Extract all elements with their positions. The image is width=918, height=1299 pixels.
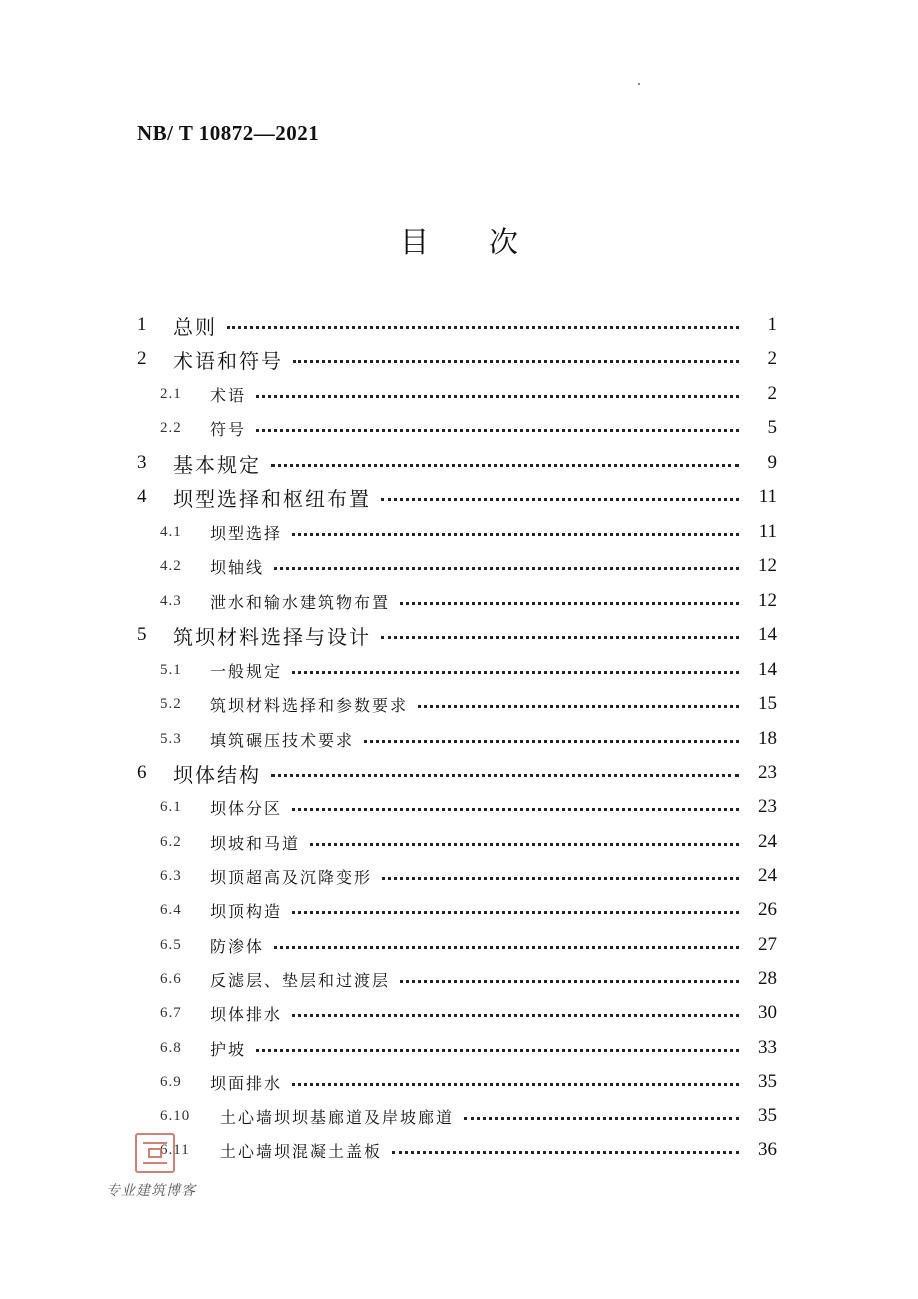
toc-entry-number: 6.1 [160,798,182,815]
toc-entry-title: 土心墙坝混凝土盖板 [220,1141,383,1161]
toc-dot-leader [292,671,739,674]
toc-entry-number: 6.11 [160,1141,190,1158]
toc-entry-number: 1 [137,314,147,335]
toc-entry-page: 11 [758,486,777,507]
toc-entry-number: 6.4 [160,901,182,918]
toc-entry[interactable] [160,930,777,960]
toc-entry[interactable] [137,310,777,340]
toc-entry-page: 14 [758,624,777,645]
toc-entry-number: 4.2 [160,557,182,574]
toc-entry-title: 符号 [210,419,247,439]
toc-entry-page: 2 [767,383,777,404]
toc-entry-title: 筑坝材料选择与设计 [173,624,371,649]
toc-entry[interactable] [160,413,777,443]
toc-entry[interactable] [160,1067,777,1097]
toc-dot-leader [382,877,739,880]
toc-entry-title: 总则 [173,314,217,339]
toc-entry-title: 土心墙坝坝基廊道及岸坡廊道 [220,1107,455,1127]
toc-entry-title: 防渗体 [210,936,265,956]
toc-entry-page: 23 [758,762,777,783]
toc-entry-number: 5.2 [160,695,182,712]
toc-entry-number: 4.1 [160,523,182,540]
toc-entry-title: 护坡 [210,1039,247,1059]
toc-entry-number: 2 [137,348,147,369]
toc-entry[interactable] [160,1033,777,1063]
toc-entry[interactable] [160,964,777,994]
toc-dot-leader [292,533,739,536]
toc-entry-title: 一般规定 [210,661,283,681]
toc-entry-title: 坝面排水 [210,1073,283,1093]
toc-entry-number: 5.3 [160,730,182,747]
toc-entry-number: 6.8 [160,1039,182,1056]
toc-entry-number: 6.10 [160,1107,191,1124]
toc-entry-title: 填筑碾压技术要求 [210,730,355,750]
toc-entry-page: 27 [758,934,777,955]
standard-code: NB/ T 10872—2021 [137,121,320,145]
toc-entry[interactable] [160,1101,777,1131]
toc-entry[interactable] [160,827,777,857]
title-char-2: 次 [489,225,519,259]
title-char-1: 目 [399,225,429,259]
toc-entry-page: 15 [758,693,777,714]
toc-dot-leader [256,429,739,432]
toc-dot-leader [292,808,739,811]
toc-entry-page: 35 [758,1105,777,1126]
toc-dot-leader [293,360,739,363]
toc-entry-title: 泄水和输水建筑物布置 [210,592,391,612]
toc-entry-page: 14 [758,659,777,680]
watermark-text: 专业建筑博客 [106,1183,196,1199]
toc-entry-number: 6 [137,762,147,783]
toc-entry-page: 24 [758,865,777,886]
toc-entry-number: 4 [137,486,147,507]
toc-dot-leader [256,1049,739,1052]
toc-entry-title: 基本规定 [173,452,261,477]
toc-entry-number: 6.3 [160,867,182,884]
toc-entry-page: 11 [758,521,777,542]
toc-entry-title: 筑坝材料选择和参数要求 [210,695,409,715]
toc-entry[interactable] [160,379,777,409]
toc-entry-page: 26 [758,899,777,920]
toc-entry-title: 坝体排水 [210,1004,283,1024]
watermark-stamp-icon [135,1133,175,1173]
toc-dot-leader [274,946,739,949]
toc-dot-leader [292,1083,739,1086]
toc-entry[interactable] [160,517,777,547]
toc-entry[interactable] [160,724,777,754]
toc-entry-page: 2 [767,348,777,369]
toc-entry-number: 6.6 [160,970,182,987]
toc-dot-leader [418,705,739,708]
toc-entry-page: 5 [767,417,777,438]
toc-entry-page: 30 [758,1002,777,1023]
toc-dot-leader [292,911,739,914]
toc-entry-page: 12 [758,590,777,611]
toc-entry-number: 5.1 [160,661,182,678]
toc-entry[interactable] [160,689,777,719]
toc-dot-leader [256,395,739,398]
toc-entry[interactable] [137,482,777,512]
toc-entry-page: 9 [767,452,777,473]
toc-entry[interactable] [137,448,777,478]
toc-entry[interactable] [160,792,777,822]
toc-entry-number: 6.2 [160,833,182,850]
toc-entry-number: 3 [137,452,147,473]
toc-dot-leader [271,464,739,467]
toc-entry-page: 33 [758,1037,777,1058]
toc-entry-page: 18 [758,728,777,749]
toc-dot-leader [271,774,739,777]
toc-entry[interactable] [137,344,777,374]
toc-entry-page: 23 [758,796,777,817]
toc-entry-title: 坝体结构 [173,762,261,787]
toc-entry-title: 坝顶构造 [210,901,283,921]
toc-entry-title: 反滤层、垫层和过渡层 [210,970,391,990]
toc-entry[interactable] [137,758,777,788]
toc-entry-number: 6.5 [160,936,182,953]
toc-dot-leader [464,1117,739,1120]
toc-entry-number: 4.3 [160,592,182,609]
toc-entry-number: 6.7 [160,1004,182,1021]
toc-entry[interactable] [160,861,777,891]
toc-entry[interactable] [160,586,777,616]
toc-dot-leader [381,636,739,639]
toc-dot-leader [364,740,739,743]
toc-dot-leader [392,1151,739,1154]
toc-entry[interactable] [160,551,777,581]
toc-entry-title: 术语和符号 [173,348,283,373]
toc-dot-leader [292,1014,739,1017]
toc-entry-title: 坝型选择 [210,523,283,543]
toc-entry-number: 6.9 [160,1073,182,1090]
toc-entry-title: 坝型选择和枢纽布置 [173,486,371,511]
toc-dot-leader [274,567,739,570]
toc-entry[interactable] [160,895,777,925]
toc-entry-page: 24 [758,831,777,852]
toc-entry-page: 12 [758,555,777,576]
toc-dot-leader [227,326,739,329]
toc-entry-number: 2.1 [160,385,182,402]
toc-entry-title: 坝顶超高及沉降变形 [210,867,373,887]
toc-entry-title: 坝体分区 [210,798,283,818]
toc-entry[interactable] [160,998,777,1028]
toc-entry-page: 36 [758,1139,777,1160]
toc-dot-leader [310,843,739,846]
toc-entry[interactable] [160,1135,777,1165]
toc-entry-title: 坝轴线 [210,557,265,577]
toc-entry-number: 5 [137,624,147,645]
toc-dot-leader [400,602,739,605]
toc-entry-page: 35 [758,1071,777,1092]
toc-entry-page: 1 [767,314,777,335]
toc-entry-number: 2.2 [160,419,182,436]
toc-dot-leader [400,980,739,983]
toc-entry-page: 28 [758,968,777,989]
toc-entry-title: 坝坡和马道 [210,833,301,853]
toc-entry[interactable] [137,620,777,650]
toc-dot-leader [381,498,739,501]
toc-entry-title: 术语 [210,385,247,405]
toc-entry[interactable] [160,655,777,685]
